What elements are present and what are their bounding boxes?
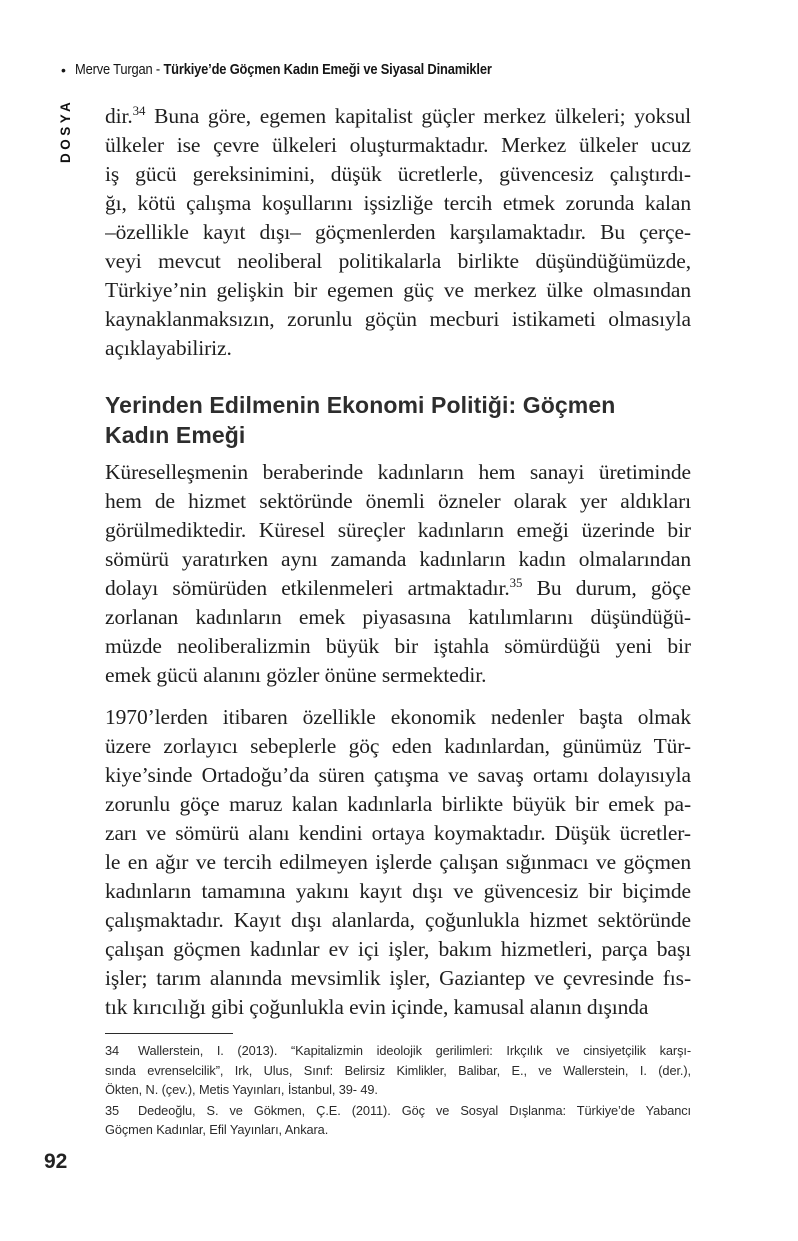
text-line: açıklayabiliriz. xyxy=(105,336,232,360)
text-line: –özellikle kayıt dışı– göçmenlerden karşılamaktadır. Bu çerçe- xyxy=(105,220,691,244)
paragraph xyxy=(105,458,691,690)
paragraph xyxy=(105,703,691,1022)
text-line: işler; tarım alanında mevsimlik işler, Gaziantep ve çevresinde fıs- xyxy=(105,966,691,990)
text-line: zarı ve sömürü alanı kendini ortaya koymaktadır. Düşük ücretler- xyxy=(105,821,691,845)
bullet-icon: • xyxy=(61,61,66,78)
footnote-line: Göçmen Kadınlar, Efil Yayınları, Ankara. xyxy=(105,1122,329,1137)
text-line: sömürü yaratırken aynı zamanda kadınların kadın olmalarından xyxy=(105,547,691,571)
footnote-line: 34 Wallerstein, I. (2013). “Kapitalizmin ideolojik gerilimleri: Irkçılık ve cinsiyetçilik karşı- xyxy=(105,1041,691,1061)
text-line: Türkiye’nin gelişkin bir egemen güç ve merkez ülke olmasından xyxy=(105,278,691,302)
book-title: Türkiye’de Göçmen Kadın Emeği ve Siyasal Dinamikler xyxy=(163,61,492,78)
text-line: 1970’lerden itibaren özellikle ekonomik nedenler başta olmak xyxy=(105,705,691,729)
text-line: hem de hizmet sektöründe önemli özneler olarak yer aldıkları xyxy=(105,489,691,513)
text-line: Küreselleşmenin beraberinde kadınların hem sanayi üretiminde xyxy=(105,460,691,484)
text-line: kiye’sinde Ortadoğu’da süren çatışma ve savaş ortamı dolayısıyla xyxy=(105,763,691,787)
footnotes xyxy=(105,1041,691,1140)
text-line: veyi mevcut neoliberal politikalarla birlikte düşündüğümüzde, xyxy=(105,249,691,273)
footnote-number: 35 xyxy=(105,1102,120,1118)
text-line: müzde neoliberalizmin büyük bir iştahla sömürdüğü yeni bir xyxy=(105,634,691,658)
section-heading xyxy=(105,390,691,450)
footnote-number: 34 xyxy=(105,1043,120,1058)
text-line: ülkeler ise çevre ülkeleri oluşturmaktadır. Merkez ülkeler ucuz xyxy=(105,133,691,157)
footnote-34 xyxy=(105,1041,691,1100)
footnote-divider xyxy=(105,1033,233,1034)
text-line: emek gücü alanını gözler önüne sermektedir. xyxy=(105,663,487,687)
text-line: zorunlu göçe maruz kalan kadınlarla birlikte büyük bir emek pa- xyxy=(105,792,691,816)
footnote-line: Ökten, N. (çev.), Metis Yayınları, İstanbul, 39- 49. xyxy=(105,1082,378,1097)
text-line: Yerinden Edilmenin Ekonomi Politiği: Göçmen xyxy=(105,392,616,418)
section-label-vertical: DOSYA xyxy=(58,98,73,163)
text-line: iş gücü gereksinimini, düşük ücretlerle, güvencesiz çalıştırdı- xyxy=(105,162,691,186)
footnote-ref: 34 xyxy=(132,103,146,118)
text-line: dir.$^{34}$ Buna göre, egemen kapitalist güçler merkez ülkeleri; yoksul xyxy=(105,103,691,128)
text-line: kaynaklanmaksızın, zorunlu göçün mecburi istikameti olmasıyla xyxy=(105,307,691,331)
text-line: kadınların tamamına yakını kayıt dışı ve güvencesiz bir biçimde xyxy=(105,879,691,903)
text-line: çalışan göçmen kadınlar ev içi işler, bakım hizmetleri, parça başı xyxy=(105,937,691,961)
text-line: üzere zorlayıcı sebeplerle göç eden kadınlardan, günümüz Tür- xyxy=(105,734,691,758)
page-number: 92 xyxy=(44,1150,68,1173)
text-line: ğı, kötü çalışma koşullarını işsizliğe tercih etmek zorunda kalan xyxy=(105,191,691,215)
text-line: çalışmaktadır. Kayıt dışı alanlarda, çoğunlukla hizmet sektöründe xyxy=(105,908,691,932)
text-line: tık kırıcılığı gibi çoğunlukla evin içinde, kamusal alanın dışında xyxy=(105,995,649,1019)
running-header xyxy=(61,61,559,78)
text-line: görülmediktedir. Küresel süreçler kadınların emeği üzerinde bir xyxy=(105,518,691,542)
author-name: Merve Turgan - xyxy=(74,61,164,78)
footnote-ref: 35 xyxy=(509,575,523,590)
paragraph xyxy=(105,102,691,363)
footnote-line: 35 Dedeoğlu, S. ve Gökmen, Ç.E. (2011). Göç ve Sosyal Dışlanma: Türkiye’de Yabancı xyxy=(105,1101,691,1121)
text-line: zorlanan kadınların emek piyasasına katılımlarını düşündüğü- xyxy=(105,605,691,629)
text-line: le en ağır ve tercih edilmeyen işlerde çalışan sığınmacı ve göçmen xyxy=(105,850,691,874)
footnote-line: sında evrenselcilik”, Irk, Ulus, Sınıf: Belirsiz Kimlikler, Balibar, E., ve Wallerstein, I. (der.), xyxy=(105,1062,691,1078)
text-line: Kadın Emeği xyxy=(105,422,246,448)
text-line: dolayı sömürüden etkilenmeleri artmaktadır.$^{35}$ Bu durum, göçe xyxy=(105,575,691,600)
footnote-35 xyxy=(105,1101,691,1140)
running-header-text xyxy=(75,61,492,78)
text-column xyxy=(105,102,691,1140)
